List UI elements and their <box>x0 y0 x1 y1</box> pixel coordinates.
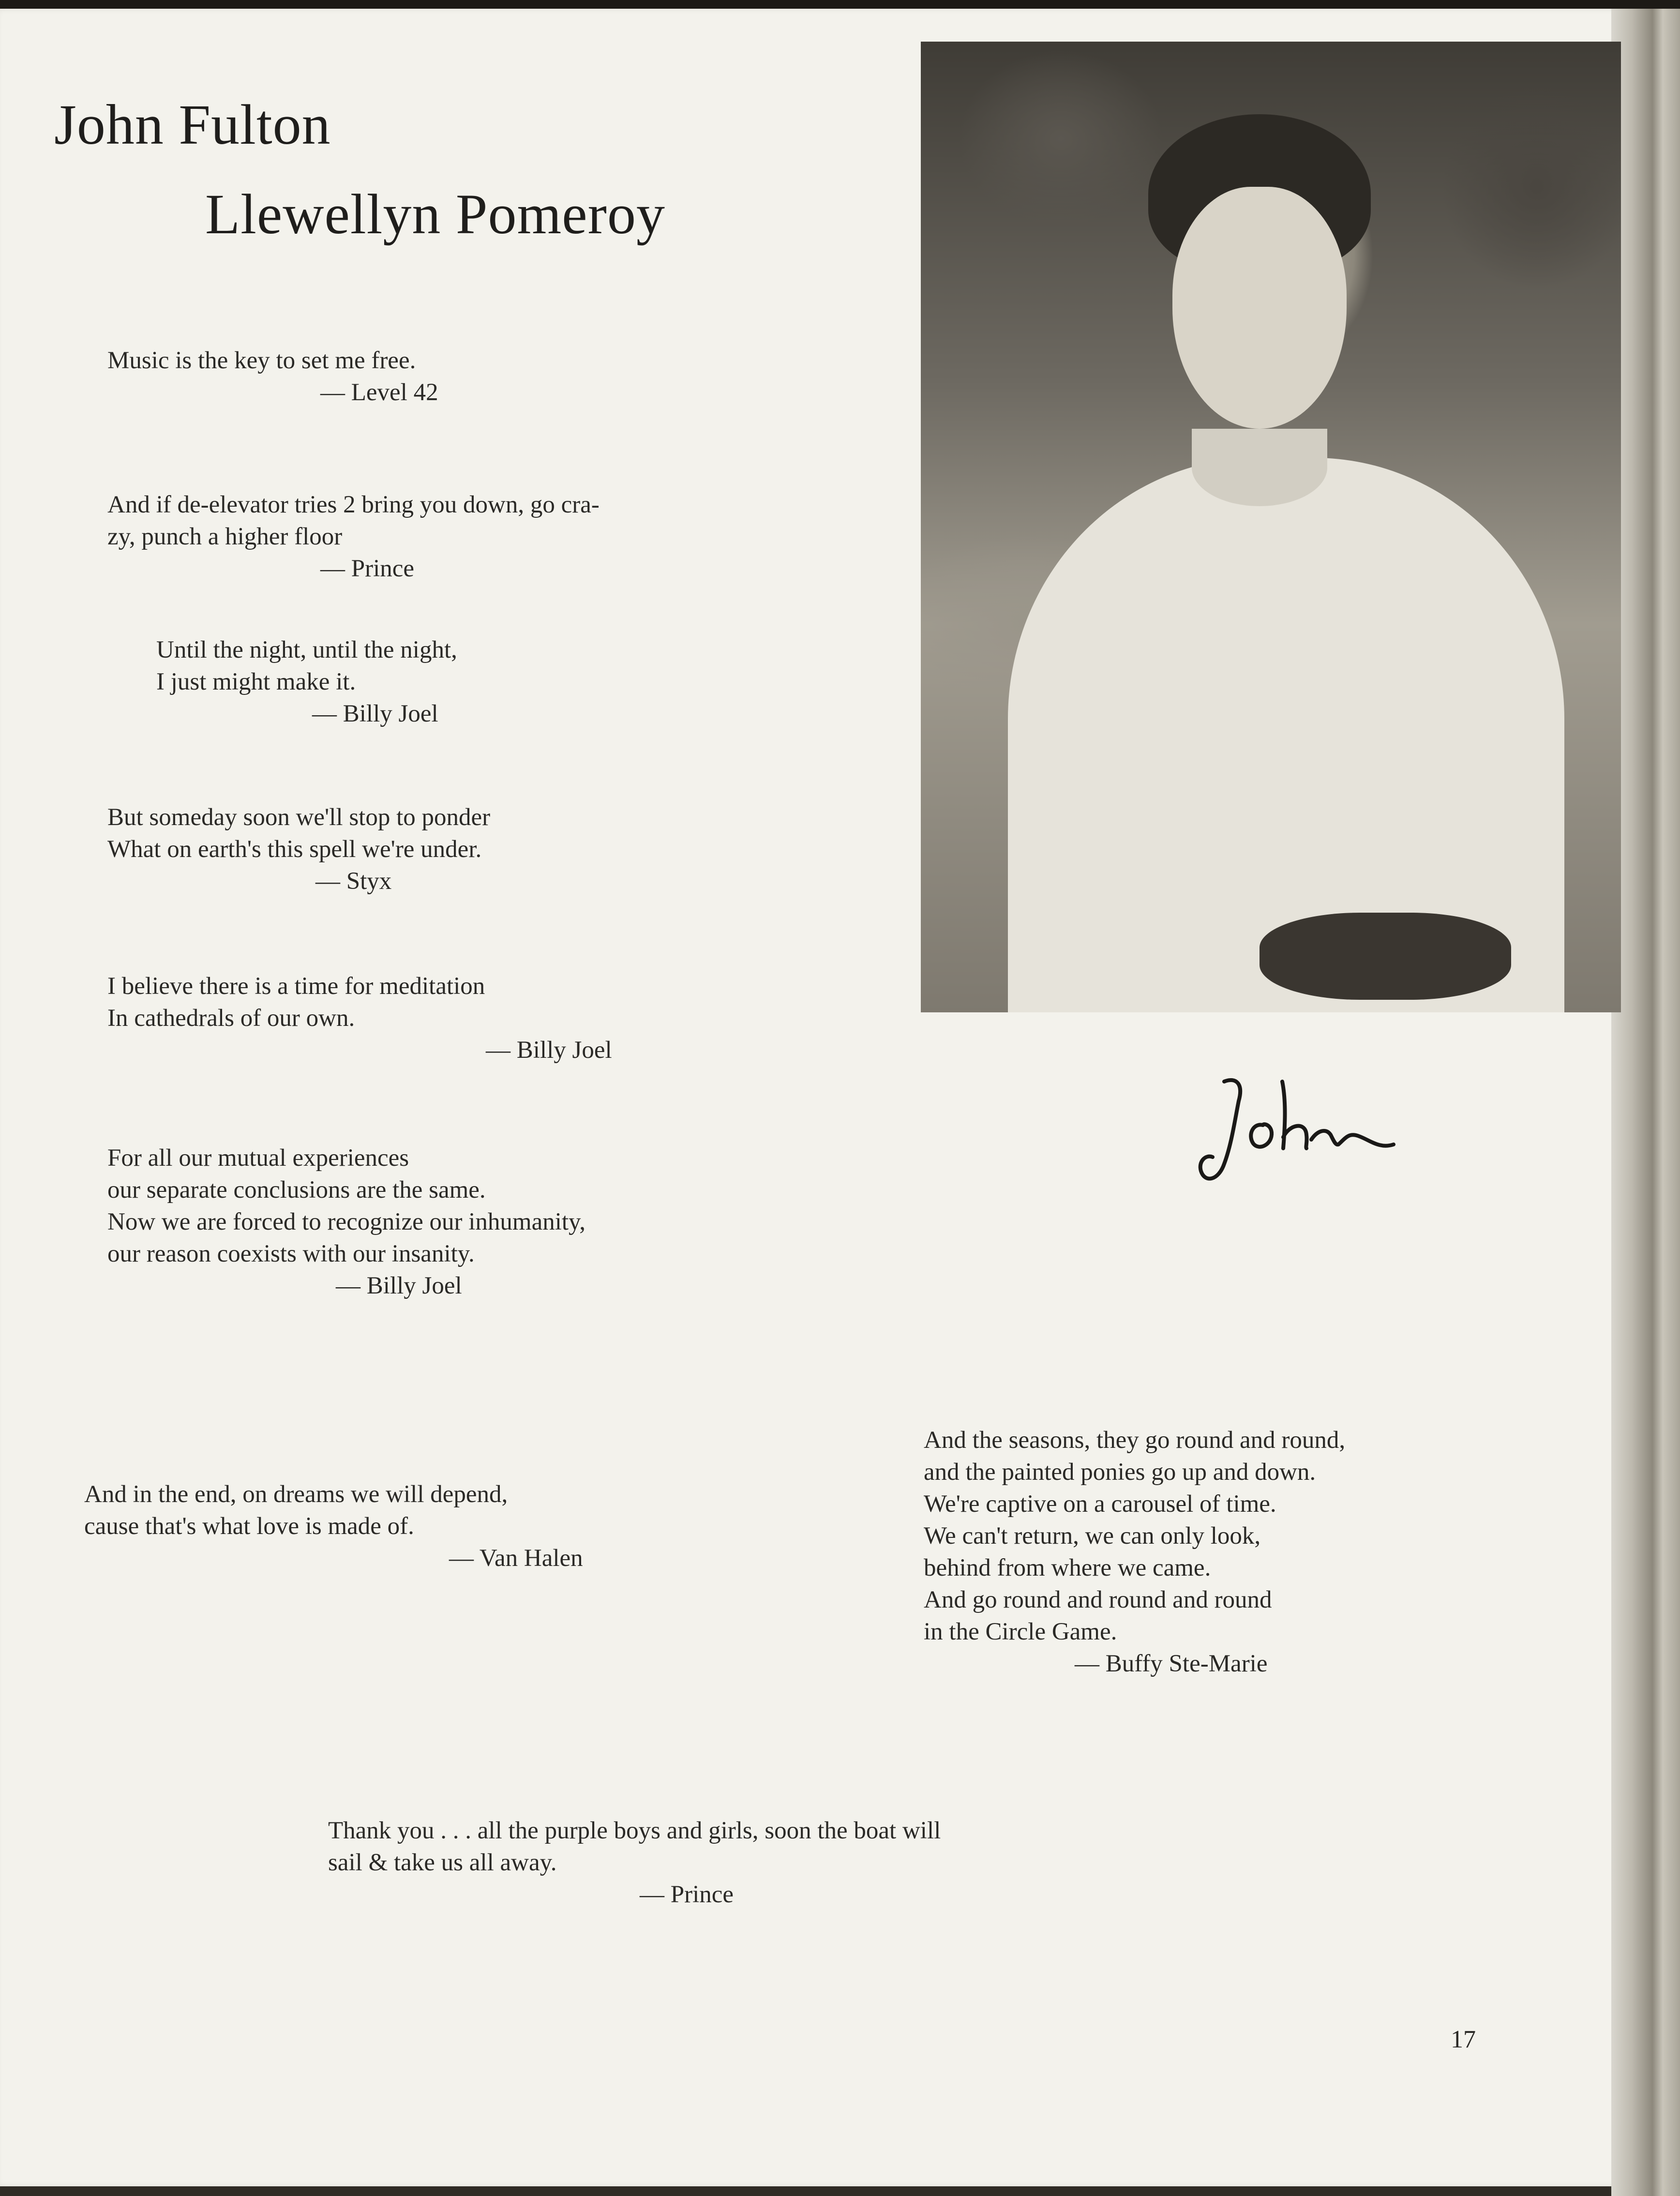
quote-line: in the Circle Game. <box>924 1618 1117 1645</box>
quote-block <box>107 801 490 897</box>
quote-attribution: — Prince <box>320 555 415 582</box>
quote-line: zy, punch a higher floor <box>107 523 343 550</box>
quote-attribution: — Billy Joel <box>312 700 438 727</box>
handwritten-signature <box>1190 1067 1403 1203</box>
quote-line: behind from where we came. <box>924 1554 1211 1581</box>
quote-line: What on earth's this spell we're under. <box>107 836 482 863</box>
photo-collar <box>1192 429 1327 506</box>
book-edge <box>1611 9 1680 2196</box>
quote-line: But someday soon we'll stop to ponder <box>107 804 491 831</box>
quote-line: And the seasons, they go round and round, <box>924 1427 1346 1454</box>
quote-attribution: — Styx <box>315 868 392 895</box>
quote-line: Music is the key to set me free. <box>107 347 416 374</box>
quote-attribution: — Level 42 <box>320 379 438 406</box>
photo-face <box>1172 187 1347 429</box>
quote-attribution: — Buffy Ste-Marie <box>1075 1650 1268 1677</box>
quote-line: sail & take us all away. <box>328 1849 557 1876</box>
quote-block <box>107 489 600 585</box>
name-second-line: Llewellyn Pomeroy <box>205 182 665 246</box>
quote-line: our reason coexists with our insanity. <box>107 1240 475 1267</box>
quote-line: and the painted ponies go up and down. <box>924 1459 1316 1486</box>
quote-line: Now we are forced to recognize our inhumanity, <box>107 1208 585 1235</box>
quote-line: And in the end, on dreams we will depend, <box>84 1481 508 1508</box>
quote-block <box>328 1815 941 1910</box>
quote-line: We're captive on a carousel of time. <box>924 1490 1276 1518</box>
quote-attribution: — Van Halen <box>449 1545 583 1572</box>
top-page-edge <box>0 0 1680 9</box>
page-number: 17 <box>1451 2026 1476 2053</box>
quote-block <box>107 1142 585 1302</box>
quote-block <box>84 1478 583 1574</box>
quote-block <box>107 345 438 408</box>
quote-attribution: — Prince <box>640 1881 734 1908</box>
photo-hands <box>1260 913 1511 1000</box>
quote-line: Until the night, until the night, <box>156 636 457 663</box>
quote-line: And go round and round and round <box>924 1586 1272 1613</box>
quote-block <box>156 634 457 730</box>
quote-attribution: — Billy Joel <box>486 1037 612 1064</box>
quote-line: cause that's what love is made of. <box>84 1513 414 1540</box>
quote-line: I believe there is a time for meditation <box>107 973 485 1000</box>
quote-line: our separate conclusions are the same. <box>107 1176 486 1203</box>
quote-line: In cathedrals of our own. <box>107 1005 355 1032</box>
quote-block <box>107 970 612 1066</box>
name-first-line: John Fulton <box>54 93 331 156</box>
quote-line: For all our mutual experiences <box>107 1144 409 1172</box>
quote-line: I just might make it. <box>156 668 356 695</box>
quote-line: And if de-elevator tries 2 bring you down, go cra- <box>107 491 600 518</box>
quote-line: Thank you . . . all the purple boys and girls, soon the boat will <box>328 1817 941 1844</box>
quote-attribution: — Billy Joel <box>336 1272 462 1299</box>
quote-block <box>924 1424 1345 1680</box>
quote-line: We can't return, we can only look, <box>924 1522 1261 1549</box>
portrait-photo <box>921 42 1621 1012</box>
